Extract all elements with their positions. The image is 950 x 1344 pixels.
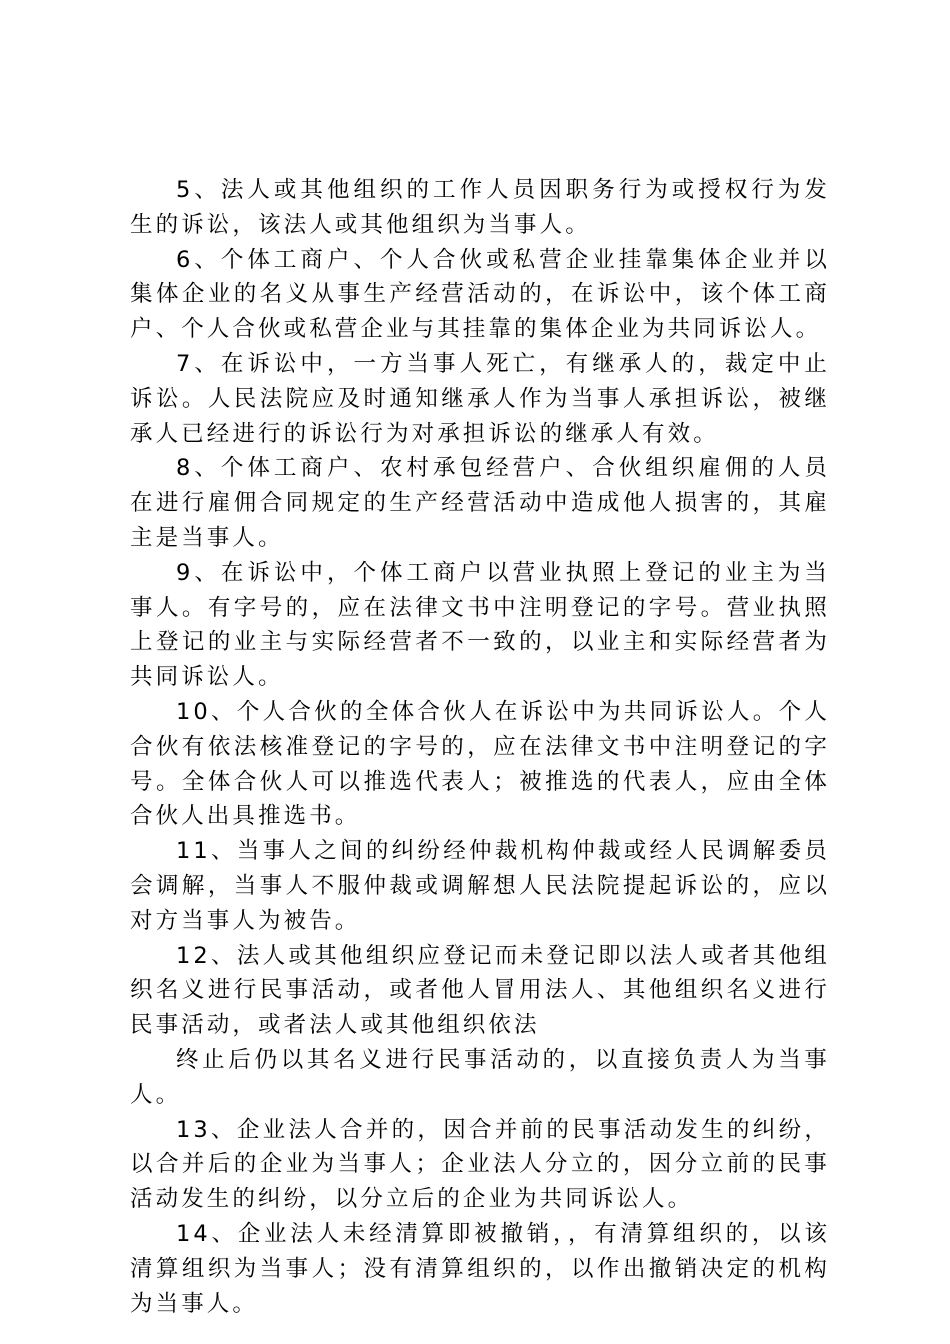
paragraph-9: 9、在诉讼中，个体工商户以营业执照上登记的业主为当事人。有字号的，应在法律文书中注明登记的字号。营业执照上登记的业主与实际经营者不一致的，以业主和实际经营者为共同诉讼人。 bbox=[130, 559, 830, 691]
document-body bbox=[130, 173, 830, 1321]
paragraph-13: 13、企业法人合并的，因合并前的民事活动发生的纠纷，以合并后的企业为当事人；企业法人分立的，因分立前的民事活动发生的纠纷，以分立后的企业为共同诉讼人。 bbox=[130, 1116, 830, 1213]
paragraph-5: 5、法人或其他组织的工作人员因职务行为或授权行为发生的诉讼，该法人或其他组织为当事人。 bbox=[130, 177, 830, 238]
paragraph-8: 8、个体工商户、农村承包经营户、合伙组织雇佣的人员在进行雇佣合同规定的生产经营活动中造成他人损害的，其雇主是当事人。 bbox=[130, 455, 830, 551]
paragraph-6: 6、个体工商户、个人合伙或私营企业挂靠集体企业并以集体企业的名义从事生产经营活动的，在诉讼中，该个体工商户、个人合伙或私营企业与其挂靠的集体企业为共同诉讼人。 bbox=[130, 246, 830, 343]
paragraph-12-continued: 终止后仍以其名义进行民事活动的，以直接负责人为当事人。 bbox=[130, 1046, 830, 1108]
paragraph-10: 10、个人合伙的全体合伙人在诉讼中为共同诉讼人。个人合伙有依法核准登记的字号的，应在法律文书中注明登记的字号。全体合伙人可以推选代表人；被推选的代表人，应由全体合伙人出具推选书。 bbox=[130, 698, 830, 830]
paragraph-12: 12、法人或其他组织应登记而未登记即以法人或者其他组织名义进行民事活动，或者他人冒用法人、其他组织名义进行民事活动，或者法人或其他组织依法 bbox=[130, 942, 830, 1039]
paragraph-7: 7、在诉讼中，一方当事人死亡，有继承人的，裁定中止诉讼。人民法院应及时通知继承人作为当事人承担诉讼，被继承人已经进行的诉讼行为对承担诉讼的继承人有效。 bbox=[130, 350, 830, 447]
paragraph-11: 11、当事人之间的纠纷经仲裁机构仲裁或经人民调解委员会调解，当事人不服仲裁或调解想人民法院提起诉讼的，应以对方当事人为被告。 bbox=[130, 838, 830, 934]
paragraph-14: 14、企业法人未经清算即被撤销，，有清算组织的，以该清算组织为当事人；没有清算组织的，以作出撤销决定的机构为当事人。 bbox=[130, 1220, 830, 1317]
